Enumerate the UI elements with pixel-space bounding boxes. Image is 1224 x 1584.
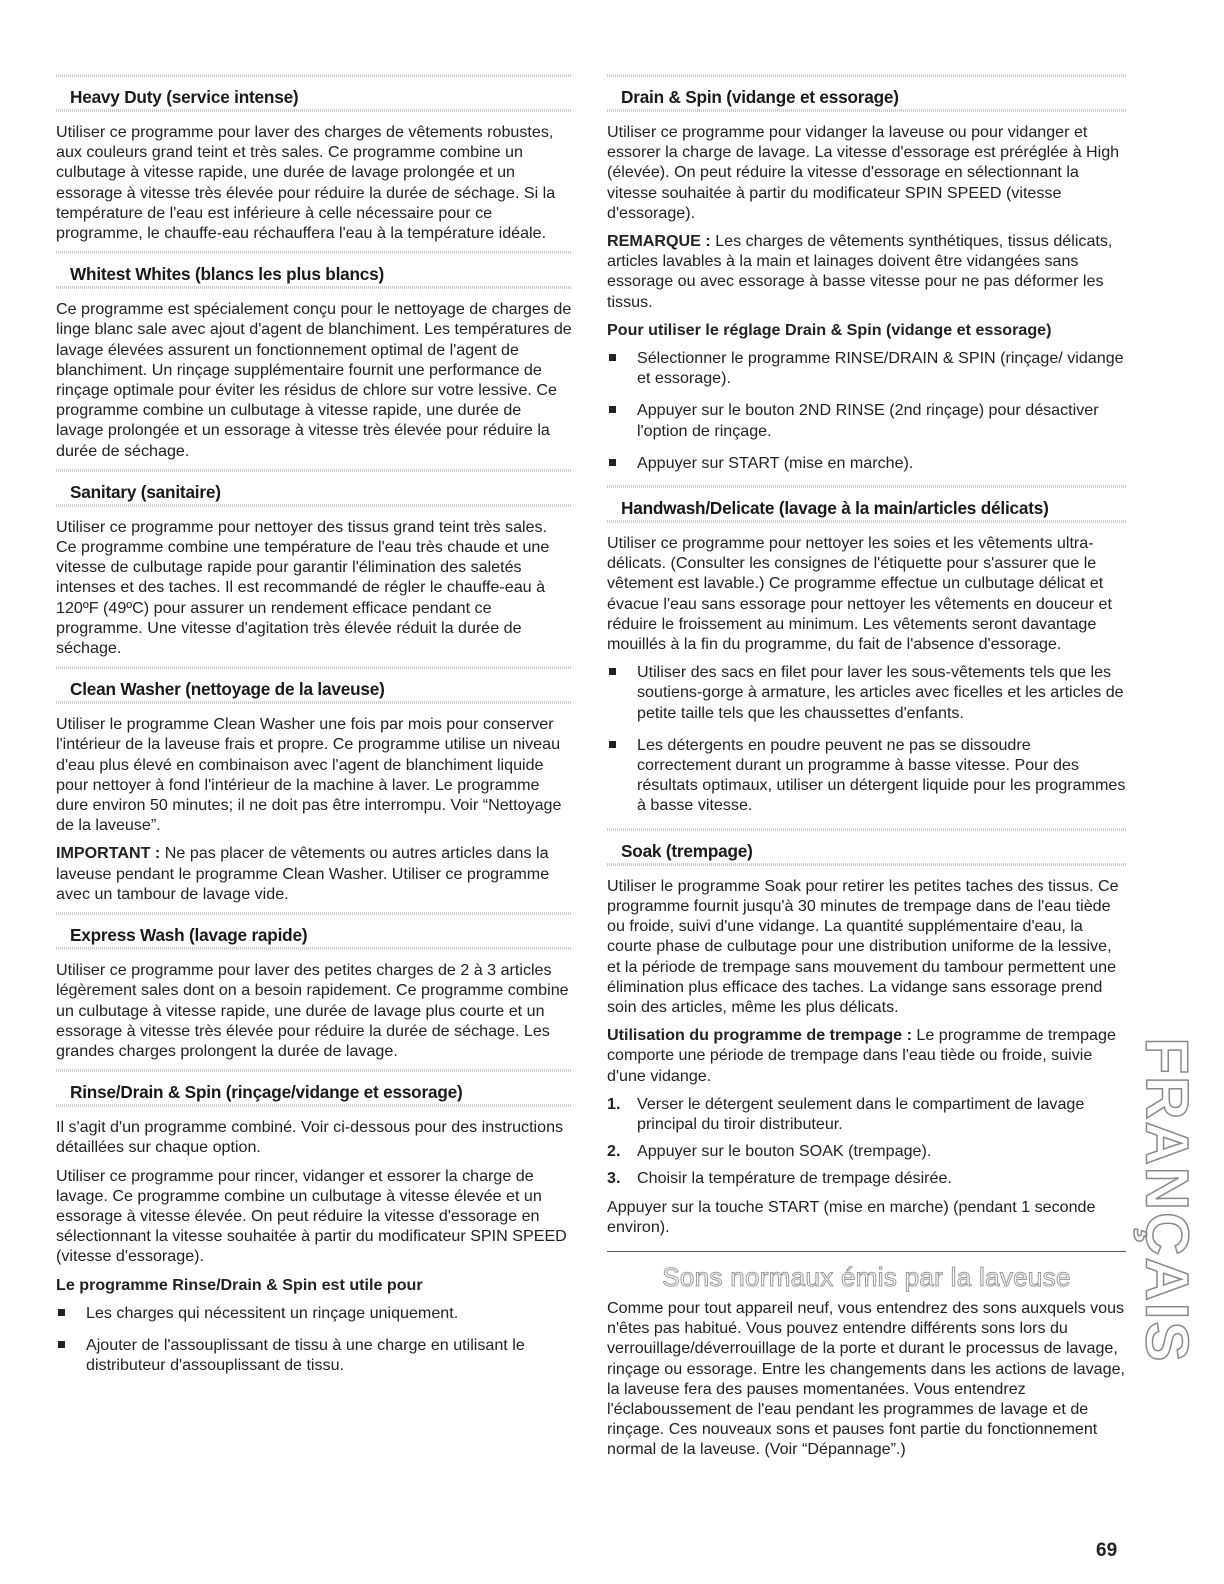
paragraph: Utiliser le programme Clean Washer une fois par mois pour conserver l'intérieur de la laveuse frais et propre. Ce programme utilise un niveau d'eau plus élevé en combinaison avec l'agent de blanchiment liquide pour nettoyer à fond l'intérieur de la machine à laver. Le programme dure environ 50 minutes; il ne doit pas être interrompu. Voir “Nettoyage de la laveuse”. [56,715,562,835]
section-sanitary [56,469,572,658]
paragraph: Il s'agit d'un programme combiné. Voir ci-dessous pour des instructions détaillées sur chaque option. [56,1118,564,1157]
section-express-wash [56,912,572,1061]
section-title: Drain & Spin (vidange et essorage) [621,87,899,107]
paragraph: Utiliser ce programme pour nettoyer des tissus grand teint très sales. Ce programme combine une température de l'eau très chaude et une vitesse de culbutage rapide pour garantir l'élimination des saletés intenses et des taches. Il est recommandé de régler le chauffe-eau à 120ºF (49ºC) pour assurer un rendement efficace pendant ce programme. Une vitesse d'agitation très élevée réduit la durée de séchage. [56,517,550,658]
section-handwash-delicate [607,485,1126,816]
step-text: Choisir la température de trempage désirée. [637,1169,952,1188]
step-list [607,1094,1126,1189]
language-side-tab [1133,1037,1201,1363]
paragraph: Comme pour tout appareil neuf, vous entendrez des sons auxquels vous n'êtes pas habitué. Vous pouvez entendre différents sons lors du verrouillage/déverrouillage de la porte et durant le processus de lavage, rinçage ou essorage. Entre les changements dans les actions de lavage, la laveuse fera des pauses momentanées. Vous entendrez l'éclaboussement de l'eau pendant les programmes de lavage et de rinçage. Ces nouveaux sons et pauses font partie du fonctionnement normal de la laveuse. (Voir “Dépannage”.) [607,1298,1126,1459]
list-item: Appuyer sur le bouton 2ND RINSE (2nd rinçage) pour désactiver l'option de rinçage. [607,400,1126,440]
left-column [56,74,572,1387]
paragraph: Ce programme est spécialement conçu pour le nettoyage de charges de linge blanc sale avec ajout d'agent de blanchiment. Les températures de lavage élevées assurent un fonctionnement optimal de l'agent de blanchiment. Un rinçage supplémentaire fournit une performance de rinçage optimale pour éviter les résidus de chlore sur votre lessive. Ce programme combine un culbutage à vitesse rapide, une durée de lavage prolongée et un essorage à vitesse très élevée pour réduire la durée de séchage. [56,300,572,460]
step-item [607,1094,1126,1134]
step-item [607,1168,1126,1188]
usage-note [607,1025,1126,1086]
paragraph: Utiliser ce programme pour rincer, vidanger et essorer la charge de lavage. Ce programme combine un culbutage à vitesse élevée et un essorage à vitesse élevée. On peut réduire la vitesse d'essorage en sélectionnant la vitesse souhaitée à partir du modificateur SPIN SPEED (vitesse d'essorage). [56,1166,567,1266]
section-header [56,251,572,289]
section-title: Express Wash (lavage rapide) [70,925,308,946]
paragraph: Utiliser ce programme pour laver des petites charges de 2 à 3 articles légèrement sales dont on a besoin rapidement. Ce programme combine un culbutage à vitesse rapide, une durée de lavage plus courte et un essorage à vitesse très élevée pour réduire la durée de séchage. Les grandes charges prolongent la durée de lavage. [56,961,569,1060]
section-header [56,469,572,507]
step-number: 1. [607,1094,621,1113]
section-whitest-whites [56,251,572,461]
section-header [607,74,1126,112]
important-label: IMPORTANT : [56,844,161,863]
section-title: Whitest Whites (blancs les plus blancs) [70,264,385,285]
step-number: 2. [607,1142,621,1161]
bullet-list [607,348,1126,473]
section-normal-sounds [607,1251,1126,1460]
step-text: Appuyer sur le bouton SOAK (trempage). [637,1142,932,1161]
paragraph: Utiliser le programme Soak pour retirer les petites taches des tissus. Ce programme fournit jusqu'à 30 minutes de trempage dans de l'eau tiède ou froide, suivi d'une vidange. La quantité supplémentaire d'eau, la courte phase de culbutage pour une distribution uniforme de la lessive, et la période de trempage sans mouvement du tambour permettent une élimination plus efficace des taches. La vidange sans essorage prend soin des articles, même les plus délicats. [607,876,1119,1016]
section-header [56,666,572,704]
note [607,231,1126,312]
section-header [607,828,1126,866]
section-header [56,74,572,112]
note-text: Les charges de vêtements synthétiques, tissus délicats, articles lavables à la main et lainages doivent être vidangées sans essorage ou avec essorage à basse vitesse pour ne pas déformer les tissus. [607,232,1113,311]
step-text: Verser le détergent seulement dans le compartiment de lavage principal du tiroir distributeur. [637,1094,1085,1133]
list-item: Utiliser des sacs en filet pour laver les sous-vêtements tels que les soutiens-gorge à armature, les articles avec ficelles et les articles de petite taille tels que les chaussettes d'enfants. [607,662,1126,723]
note-label: REMARQUE : [607,232,711,251]
section-title: Heavy Duty (service intense) [70,87,299,107]
right-column [607,74,1126,1468]
section-header [56,912,572,950]
section-title: Clean Washer (nettoyage de la laveuse) [70,679,385,700]
list-item: Sélectionner le programme RINSE/DRAIN & SPIN (rinçage/ vidange et essorage). [607,348,1126,388]
list-item: Appuyer sur START (mise en marche). [607,453,1126,473]
usage-label: Utilisation du programme de trempage : [607,1026,912,1045]
important-note [56,843,572,904]
language-label: FRANÇAIS [1133,1037,1201,1363]
important-text: Ne pas placer de vêtements ou autres articles dans la laveuse pendant le programme Clean Washer. Utiliser ce programme avec un tambour de lavage vide. [56,844,550,903]
paragraph: Utiliser ce programme pour laver des charges de vêtements robustes, aux couleurs grand teint et très sales. Ce programme combine un culbutage à vitesse rapide, une durée de lavage prolongée et un essorage à vitesse très élevée pour réduire la durée de séchage. Si la température de l'eau est inférieure à celle nécessaire pour ce programme, le chauffe-eau réchauffera l'eau à la température idéale. [56,123,556,243]
paragraph: Appuyer sur la touche START (mise en marche) (pendant 1 seconde environ). [607,1197,1096,1236]
list-item: Les détergents en poudre peuvent ne pas se dissoudre correctement durant un programme à basse vitesse. Pour des résultats optimaux, utiliser un détergent liquide pour les programmes à basse vitesse. [607,735,1126,816]
subheading: Le programme Rinse/Drain & Spin est utile pour [56,1275,423,1294]
section-title: Soak (trempage) [621,840,753,861]
list-item: Les charges qui nécessitent un rinçage uniquement. [56,1303,572,1323]
step-number: 3. [607,1169,621,1188]
section-rinse-drain-spin [56,1069,572,1375]
paragraph: Utiliser ce programme pour vidanger la laveuse ou pour vidanger et essorer la charge de lavage. La vitesse d'essorage est préréglée à High (élevée). On peut réduire la vitesse d'essorage en sélectionnant la vitesse souhaitée à partir du modificateur SPIN SPEED (vitesse d'essorage). [607,123,1120,222]
subheading: Pour utiliser le réglage Drain & Spin (vidange et essorage) [607,320,1052,339]
usage-text: Le programme de trempage comporte une période de trempage dans l'eau tiède ou froide, suivie d'une vidange. [607,1026,1116,1085]
list-item: Ajouter de l'assouplissant de tissu à une charge en utilisant le distributeur d'assouplissant de tissu. [56,1335,572,1375]
bullet-list [56,1303,572,1376]
section-soak [607,828,1126,1237]
step-item [607,1141,1126,1161]
section-clean-washer [56,666,572,904]
section-header [56,1069,572,1107]
section-title: Sanitary (sanitaire) [70,481,221,502]
bullet-list [607,662,1126,815]
divider [607,1251,1126,1252]
section-heavy-duty [56,74,572,243]
page-number: 69 [1096,1540,1118,1561]
section-header [607,485,1126,523]
paragraph: Utiliser ce programme pour nettoyer les soies et les vêtements ultra-délicats. (Consulter les consignes de l'étiquette pour s'assurer que le vêtement est lavable.) Ce programme effectue un culbutage délicat et évacue l'eau sans essorage pour nettoyer les vêtements en douceur et réduire le froissement au minimum. Les vêtements seront davantage mouillés à la fin du programme, du fait de l'absence d'essorage. [607,534,1112,654]
section-title: Sons normaux émis par la laveuse [662,1261,1071,1292]
section-title: Rinse/Drain & Spin (rinçage/vidange et essorage) [70,1082,463,1103]
section-drain-spin [607,74,1126,473]
section-title: Handwash/Delicate (lavage à la main/articles délicats) [621,498,1049,519]
